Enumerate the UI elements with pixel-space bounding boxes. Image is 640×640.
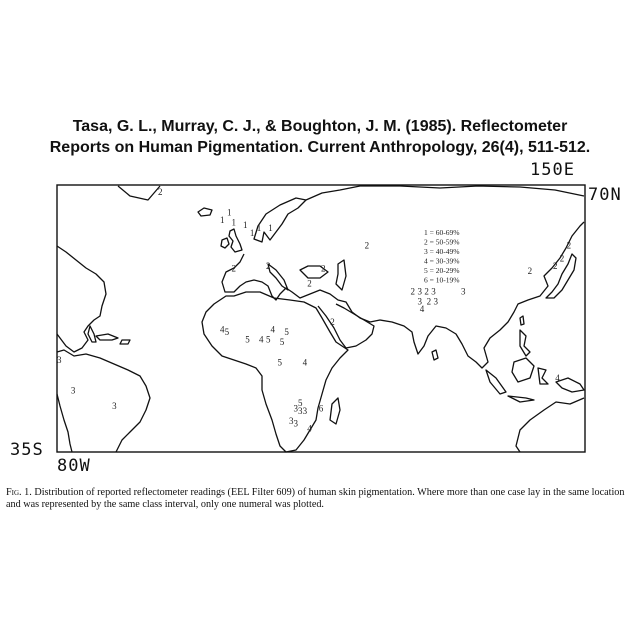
skin-reflectance-labels [57, 187, 571, 434]
map-label: 1 [226, 207, 232, 218]
map-label: 3 [57, 355, 62, 365]
map-label: 1 [242, 220, 248, 231]
australia-outline [516, 398, 584, 452]
map-label: 4 [259, 334, 264, 345]
map-label: 4 [555, 372, 560, 383]
map-label: 3 [417, 296, 422, 307]
figure-caption [6, 487, 636, 511]
map-label: 1 [256, 222, 262, 233]
map-label: 3 [112, 400, 117, 411]
corner-label-80w: 80W [57, 456, 91, 476]
scandinavia-outline [254, 198, 306, 242]
map-label: 2 [559, 253, 565, 264]
map-label: 1 [249, 227, 255, 238]
legend-entry: 6 = 10-19% [424, 275, 460, 285]
eurasia-north-coast [306, 186, 584, 200]
map-label: 5 [265, 334, 271, 345]
map-label: 3 [417, 286, 422, 297]
map-label: 2 [552, 260, 558, 271]
caribbean-outline [96, 334, 130, 344]
legend-entry: 3 = 40-49% [424, 247, 460, 256]
map-label: 2 [265, 260, 271, 271]
new-guinea-outline [556, 378, 584, 392]
map-label: 4 [220, 324, 225, 335]
map-label: 3 [302, 405, 308, 416]
greenland-outline [118, 186, 160, 200]
map-label: 4 [419, 304, 425, 315]
sulawesi-outline [538, 368, 548, 384]
borneo-outline [512, 358, 534, 382]
map-label: 3 [70, 385, 76, 396]
map-label: 3 [433, 296, 439, 307]
map-label: 5 [298, 398, 303, 409]
map-label: 2 [410, 286, 416, 297]
italy-outline [268, 264, 288, 290]
legend-entry: 1 = 60-69% [424, 228, 460, 237]
map-label: 2 [424, 286, 429, 297]
map-label: 3 [293, 418, 298, 429]
caption-text: Distribution of reported reflectometer readings (EEL Filter 609) of human skin pigmentation. Where more than one case lay in the same location and was represented by the same class interval, only one numeral was plotted. [6, 487, 625, 510]
map-label: 6 [318, 403, 324, 414]
map-label: 1 [220, 215, 225, 226]
caption-figure-label: Fig. 1. [6, 487, 32, 498]
map-label: 2 [527, 266, 533, 276]
citation-line-1: Tasa, G. L., Murray, C. J., & Boughton, J. M. (1985). Reflectometer [72, 118, 568, 135]
map-label: 1 [231, 217, 237, 228]
iceland-outline [198, 208, 212, 216]
legend-entry: 2 = 50-59% [424, 237, 460, 247]
map-label: 3 [461, 286, 466, 297]
philippines-outline [520, 330, 530, 356]
map-label: 2 [426, 296, 432, 307]
florida-outline [88, 326, 96, 342]
map-label: 2 [307, 278, 312, 289]
caspian-outline [336, 260, 346, 290]
map-label: 5 [284, 327, 289, 337]
map-label: 2 [330, 316, 335, 327]
sri-lanka-outline [432, 350, 438, 360]
map-label: 2 [566, 240, 572, 251]
map-label: 3 [293, 403, 298, 414]
south-america-outline [57, 350, 150, 452]
corner-label-70n: 70N [588, 185, 622, 205]
map-label: 2 [321, 263, 326, 274]
map-label: 5 [277, 357, 282, 368]
map-label: 2 [158, 187, 163, 198]
britain-outline [229, 229, 242, 252]
citation-line-2: Reports on Human Pigmentation. Current Anthropology, 26(4), 511-512. [49, 139, 591, 156]
map-label: 4 [270, 324, 276, 335]
map-label: 5 [279, 337, 285, 348]
map-label: 2 [231, 263, 237, 274]
map-label: 3 [431, 286, 436, 297]
sumatra-outline [486, 370, 506, 394]
map-label: 3 [298, 405, 303, 416]
map-label: 4 [307, 423, 312, 434]
map-label: 3 [288, 416, 294, 426]
map-label: 2 [364, 240, 370, 251]
legend-entry: 4 = 30-39% [424, 256, 460, 266]
corner-label-35s: 35S [10, 440, 44, 460]
taiwan-outline [520, 316, 524, 325]
europe-asia-south-coast [222, 222, 584, 368]
map-label: 5 [245, 334, 250, 345]
map-label: 4 [302, 357, 308, 368]
madagascar-outline [330, 398, 340, 424]
ireland-outline [221, 238, 229, 248]
map-label: 1 [268, 222, 273, 233]
map-label: 5 [224, 327, 230, 337]
map-legend [424, 228, 459, 285]
legend-entry: 5 = 20-29% [424, 266, 460, 275]
corner-label-150e: 150E [530, 160, 575, 180]
java-outline [508, 396, 534, 402]
